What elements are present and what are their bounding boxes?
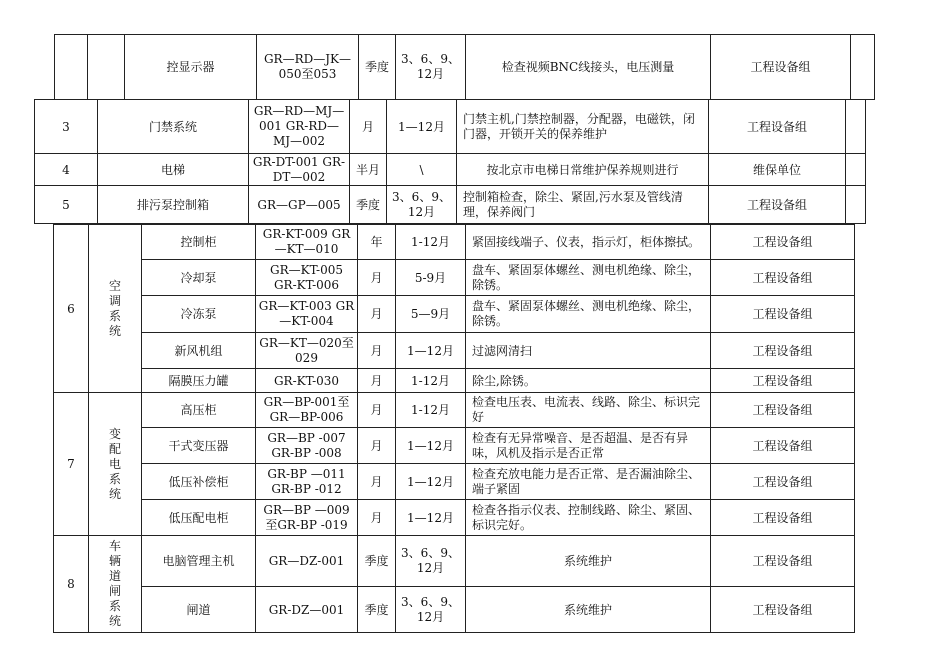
equipment-code: GR—BP —009至GR-BP -019 <box>256 500 358 536</box>
cycle: 季度 <box>358 587 396 633</box>
department: 工程设备组 <box>711 587 855 633</box>
department: 工程设备组 <box>711 464 855 500</box>
maintenance-content: 检查电压表、电流表、线路、除尘、标识完好 <box>466 393 711 428</box>
department: 工程设备组 <box>711 35 851 100</box>
months: 1—12月 <box>396 500 466 536</box>
cycle: 月 <box>358 369 396 393</box>
item-name: 控制柜 <box>142 225 256 260</box>
department: 工程设备组 <box>711 225 855 260</box>
equipment-code: GR—RD—MJ—001 GR-RD—MJ—002 <box>249 100 350 154</box>
table-row <box>54 225 855 260</box>
maintenance-content: 除尘,除锈。 <box>466 369 711 393</box>
maintenance-content: 系统维护 <box>466 536 711 587</box>
mid-table <box>34 99 866 224</box>
equipment-code: GR—KT—020至029 <box>256 333 358 369</box>
table-row <box>54 428 855 464</box>
table-row <box>54 369 855 393</box>
system-name: 变配电系统 <box>108 426 121 501</box>
item-name: 高压柜 <box>142 393 256 428</box>
table-row <box>35 154 866 186</box>
cycle: 季度 <box>359 35 396 100</box>
equipment-code: GR-KT-030 <box>256 369 358 393</box>
row-number: 3 <box>35 100 98 154</box>
table-row <box>55 35 875 100</box>
months: \ <box>387 154 457 186</box>
item-name: 门禁系统 <box>98 100 249 154</box>
cycle: 月 <box>350 100 387 154</box>
cycle: 年 <box>358 225 396 260</box>
equipment-code: GR-KT-009 GR—KT—010 <box>256 225 358 260</box>
item-name: 新风机组 <box>142 333 256 369</box>
cycle: 月 <box>358 464 396 500</box>
department: 工程设备组 <box>711 393 855 428</box>
department: 工程设备组 <box>709 186 846 224</box>
cycle: 季度 <box>358 536 396 587</box>
item-name: 隔膜压力罐 <box>142 369 256 393</box>
system-name-cell <box>89 536 142 633</box>
cell-blank <box>846 154 866 186</box>
months: 1-12月 <box>396 393 466 428</box>
item-name: 控显示器 <box>125 35 257 100</box>
equipment-code: GR-DZ—001 <box>256 587 358 633</box>
months: 3、6、9、12月 <box>396 587 466 633</box>
cycle: 季度 <box>350 186 387 224</box>
cell-blank <box>55 35 88 100</box>
cycle: 半月 <box>350 154 387 186</box>
equipment-code: GR—GP—005 <box>249 186 350 224</box>
department: 工程设备组 <box>711 536 855 587</box>
maintenance-content: 门禁主机,门禁控制器，分配器，电磁铁，闭门器，开锁开关的保养维护 <box>457 100 709 154</box>
bottom-table <box>53 224 855 633</box>
row-number: 7 <box>54 393 89 536</box>
table-row <box>35 186 866 224</box>
table-row <box>54 333 855 369</box>
item-name: 电梯 <box>98 154 249 186</box>
table-row <box>54 296 855 333</box>
maintenance-content: 紧固接线端子、仪表，指示灯，柜体擦拭。 <box>466 225 711 260</box>
item-name: 电脑管理主机 <box>142 536 256 587</box>
cycle: 月 <box>358 428 396 464</box>
maintenance-content: 控制箱检查，除尘、紧固,污水泵及管线清理，保养阀门 <box>457 186 709 224</box>
system-name-cell <box>89 393 142 536</box>
item-name: 冷却泵 <box>142 260 256 296</box>
item-name: 闸道 <box>142 587 256 633</box>
months: 3、6、9、12月 <box>396 536 466 587</box>
months: 5—9月 <box>396 296 466 333</box>
equipment-code: GR—DZ-001 <box>256 536 358 587</box>
equipment-code: GR—KT-005 GR-KT-006 <box>256 260 358 296</box>
months: 1—12月 <box>396 428 466 464</box>
table-row <box>54 587 855 633</box>
months: 1-12月 <box>396 225 466 260</box>
row-number: 6 <box>54 225 89 393</box>
row-number: 4 <box>35 154 98 186</box>
months: 3、6、9、12月 <box>387 186 457 224</box>
top-table <box>54 34 875 100</box>
table-row <box>54 536 855 587</box>
item-name: 干式变压器 <box>142 428 256 464</box>
maintenance-content: 检查视频BNC线接头，电压测量 <box>466 35 711 100</box>
department: 工程设备组 <box>711 369 855 393</box>
department: 工程设备组 <box>711 428 855 464</box>
months: 1-12月 <box>396 369 466 393</box>
maintenance-content: 检查充放电能力是否正常、是否漏油除尘、端子紧固 <box>466 464 711 500</box>
cell-blank <box>846 186 866 224</box>
months: 3、6、9、12月 <box>396 35 466 100</box>
equipment-code: GR—BP -007 GR-BP -008 <box>256 428 358 464</box>
department: 工程设备组 <box>711 500 855 536</box>
maintenance-content: 过滤网清扫 <box>466 333 711 369</box>
department: 维保单位 <box>709 154 846 186</box>
months: 1—12月 <box>387 100 457 154</box>
maintenance-content: 系统维护 <box>466 587 711 633</box>
months: 1—12月 <box>396 464 466 500</box>
maintenance-content: 按北京市电梯日常维护保养规则进行 <box>457 154 709 186</box>
cycle: 月 <box>358 260 396 296</box>
cycle: 月 <box>358 393 396 428</box>
equipment-code: GR—KT-003 GR—KT-004 <box>256 296 358 333</box>
department: 工程设备组 <box>711 333 855 369</box>
cycle: 月 <box>358 333 396 369</box>
maintenance-content: 盘车、紧固泵体螺丝、测电机绝缘、除尘，除锈。 <box>466 260 711 296</box>
table-row <box>54 260 855 296</box>
cell-blank <box>846 100 866 154</box>
maintenance-content: 检查各指示仪表、控制线路、除尘、紧固、标识完好。 <box>466 500 711 536</box>
cell-blank <box>851 35 875 100</box>
maintenance-content: 盘车、紧固泵体螺丝、测电机绝缘、除尘，除锈。 <box>466 296 711 333</box>
department: 工程设备组 <box>711 296 855 333</box>
cell-blank <box>88 35 125 100</box>
equipment-code: GR-BP —011 GR-BP -012 <box>256 464 358 500</box>
table-row <box>54 393 855 428</box>
item-name: 低压配电柜 <box>142 500 256 536</box>
item-name: 低压补偿柜 <box>142 464 256 500</box>
months: 5-9月 <box>396 260 466 296</box>
equipment-code: GR-DT-001 GR-DT—002 <box>249 154 350 186</box>
table-row <box>35 100 866 154</box>
equipment-code: GR—BP-001至GR—BP-006 <box>256 393 358 428</box>
department: 工程设备组 <box>711 260 855 296</box>
months: 1—12月 <box>396 333 466 369</box>
system-name: 车辆道闸系统 <box>108 539 121 628</box>
system-name-cell <box>89 225 142 393</box>
item-name: 排污泵控制箱 <box>98 186 249 224</box>
item-name: 冷冻泵 <box>142 296 256 333</box>
department: 工程设备组 <box>709 100 846 154</box>
row-number: 8 <box>54 536 89 633</box>
row-number: 5 <box>35 186 98 224</box>
maintenance-content: 检查有无异常噪音、是否超温、是否有异味，风机及指示是否正常 <box>466 428 711 464</box>
table-row <box>54 464 855 500</box>
cycle: 月 <box>358 296 396 333</box>
system-name: 空调系统 <box>108 278 121 338</box>
equipment-code: GR—RD—JK—050至053 <box>257 35 359 100</box>
table-row <box>54 500 855 536</box>
cycle: 月 <box>358 500 396 536</box>
